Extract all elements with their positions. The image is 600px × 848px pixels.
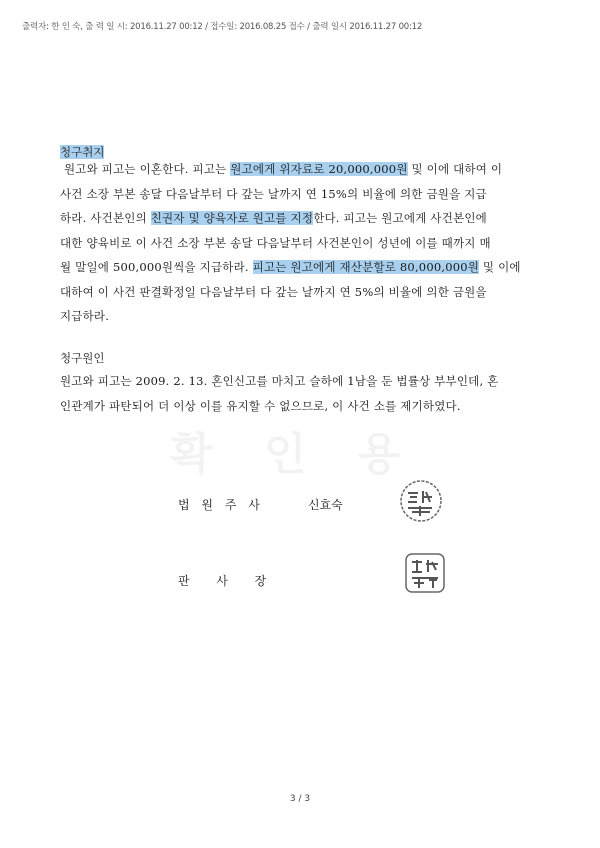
claim-line: 하라. 사건본인의 친권자 및 양육자로 원고를 지정한다. 피고는 원고에게 사건본인에: [60, 211, 487, 225]
cause-line: 인관계가 파탄되어 더 이상 이를 유지할 수 없으므로, 이 사건 소를 제기하였다.: [60, 398, 461, 413]
claim-line: 대한 양육비로 이 사건 소장 부본 송달 다음날부터 사건본인이 성년에 이를 때까지 매: [60, 235, 491, 250]
claim-body: [60, 157, 535, 329]
claim-line: 월 말일에 500,000원씩을 지급하라. 피고는 원고에게 재산분할로 80,000,000원 및 이에: [60, 260, 521, 274]
page-number: 3 / 3: [289, 794, 311, 804]
claim-line: 지급하라.: [60, 309, 110, 323]
cause-line: 원고와 피고는 2009. 2. 13. 혼인신고를 마치고 슬하에 1남을 둔 법률상 부부인데, 혼: [60, 374, 499, 388]
clerk-seal-stamp: [398, 478, 444, 524]
clerk-title: 법 원 주 사: [178, 498, 264, 512]
cause-heading: 청구원인: [60, 351, 105, 365]
document-header: 출력자: 한 인 숙, 출 력 일 시: 2016.11.27 00:12 / 접수일: 2016.08.25 접수 / 출력 일시 2016.11.27 00:12: [22, 22, 423, 32]
clerk-name: 신효숙: [308, 498, 343, 512]
claim-line: 대하여 이 사건 판결확정일 다음날부터 다 갚는 날까지 연 5%의 비율에 의한 금원을: [60, 284, 487, 299]
claim-line: 사건 소장 부본 송달 다음날부터 다 갚는 날까지 연 15%의 비율에 의한 금원을 지급: [60, 186, 487, 201]
claim-line: 원고와 피고는 이혼한다. 피고는 원고에게 위자료로 20,000,000원 및 이에 대하여 이: [64, 162, 503, 176]
judge-title: 판 사 장: [178, 574, 267, 588]
judge-seal-stamp: [402, 550, 448, 596]
claim-heading-text: 청구취지: [60, 145, 105, 159]
cause-body: [60, 369, 535, 418]
watermark: 확 인 용: [170, 429, 419, 480]
